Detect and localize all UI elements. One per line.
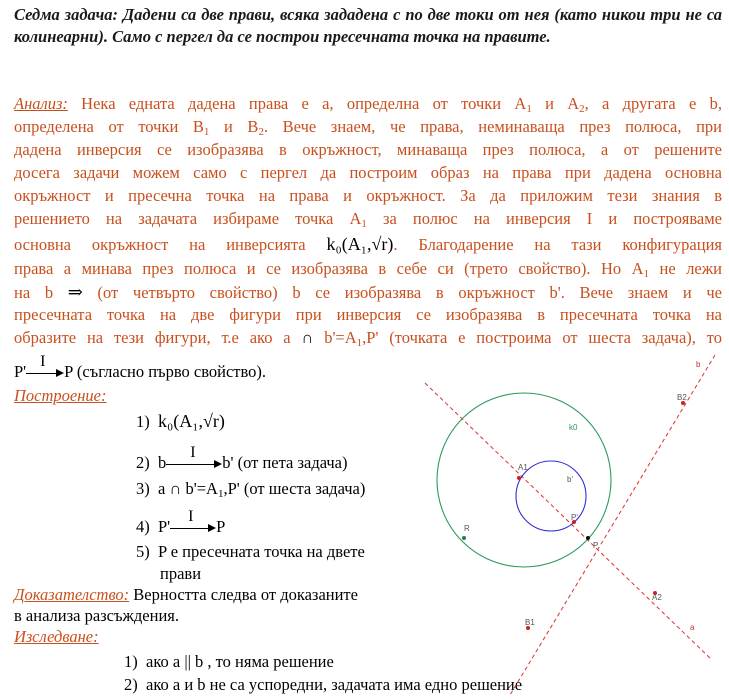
inversion-arrow: I: [26, 366, 64, 380]
construction-step-5: 5) P е пресечната точка на двете: [136, 542, 365, 561]
point-R: [462, 536, 466, 540]
analysis-line-10: пресечната точка на две фигури при инверсия се изобразява в пресечната точка на: [14, 305, 722, 324]
label-B1: B1: [525, 618, 535, 627]
analysis-line-8: права a минава през полюса и се изобразява в себе си (трето свойство). Но $A_1$ не лежи: [14, 259, 722, 280]
label-A2: A2: [652, 593, 662, 602]
label-line-a: a: [690, 623, 695, 632]
k0-formula: k₀(A₁,√r): [326, 234, 394, 254]
inversion-arrow: I: [170, 521, 216, 535]
analysis-line-1: Анализ: Нека едната дадена права е a, определна от точки $A_1$ и $A_2$, а другата е b,: [14, 94, 722, 115]
line-b: [510, 355, 715, 695]
point-P: [586, 536, 590, 540]
inversion-arrow: I: [166, 457, 222, 471]
research-item-1: 1) ако a || b , то няма решение: [124, 652, 334, 671]
analysis-line-4: досега задачи можем само с пергел да построим образ на права при дадена основна: [14, 163, 722, 182]
analysis-line-11: образите на тези фигури, т.е ако a ∩ $b'=A_1,P'$ (точката е построима от шеста задача), то: [14, 328, 722, 349]
label-P: P: [593, 541, 599, 550]
research-item-2: 2) ако a и b не са успоредни, задачата има едно решение: [124, 675, 523, 694]
analysis-heading: Анализ:: [14, 94, 68, 113]
proof-line-1: Доказателство: Верността следва от доказаните: [14, 585, 358, 604]
construction-step-3: 3) a ∩ $b'=A_1,P'$ (от шеста задача): [136, 479, 366, 500]
analysis-line-12: P' I P (съгласно първо свойство).: [14, 353, 267, 381]
analysis-line-5: окръжност и пресечна точка на права и окръжност. За да приложим тези знания в: [14, 186, 722, 205]
label-line-b: b: [696, 360, 701, 369]
construction-step-4: 4) P' I P: [136, 508, 226, 536]
analysis-text: и A: [531, 94, 580, 113]
analysis-text: , а другата е b,: [584, 94, 722, 113]
label-A1: A1: [518, 463, 528, 472]
analysis-line-9: на b ⇒ (от четвърто свойство) b се изобразява в окръжност b'. Вече знаем и че: [14, 282, 722, 302]
analysis-line-3: дадена инверсия се изобразява в окръжност, минаваща през полюса, а от решените: [14, 140, 722, 159]
task-title: Седма задача: Дадени са две прави, всяка зададена с по две токи от нея (като никои три не са колинеарни). Само с пергел да се построи пресечната точка на правите.: [14, 5, 722, 46]
label-R: R: [464, 524, 470, 533]
label-k0: k0: [569, 423, 578, 432]
analysis-line-2: определена от точки $B_1$ и $B_2$. Вече знаем, че права, неминаваща през полюса, при: [14, 117, 722, 138]
proof-line-2: в анализа разсъждения.: [14, 606, 180, 625]
construction-step-2: 2) b I b' (от пета задача): [136, 444, 348, 472]
label-b-prime: b': [567, 475, 573, 484]
research-heading: Изследване:: [14, 627, 99, 646]
point-A1: [517, 476, 521, 480]
analysis-line-7: основна окръжност на инверсията k₀(A₁,√r). Благодарение на тази конфигурация: [14, 234, 722, 254]
analysis-text: Нека едната дадена права е a, определна от точки A: [67, 94, 527, 113]
label-P-prime: P': [571, 513, 578, 522]
construction-step-1: 1) k₀(A₁,√r): [136, 411, 225, 431]
construction-step-5-cont: прави: [160, 564, 202, 583]
analysis-line-6: решението на задачата избираме точка $A_1$ за полюс на инверсия I и построяваме: [14, 209, 722, 230]
label-B2: B2: [677, 393, 687, 402]
implies-symbol: ⇒: [67, 282, 83, 302]
construction-heading: Построение:: [14, 386, 107, 405]
